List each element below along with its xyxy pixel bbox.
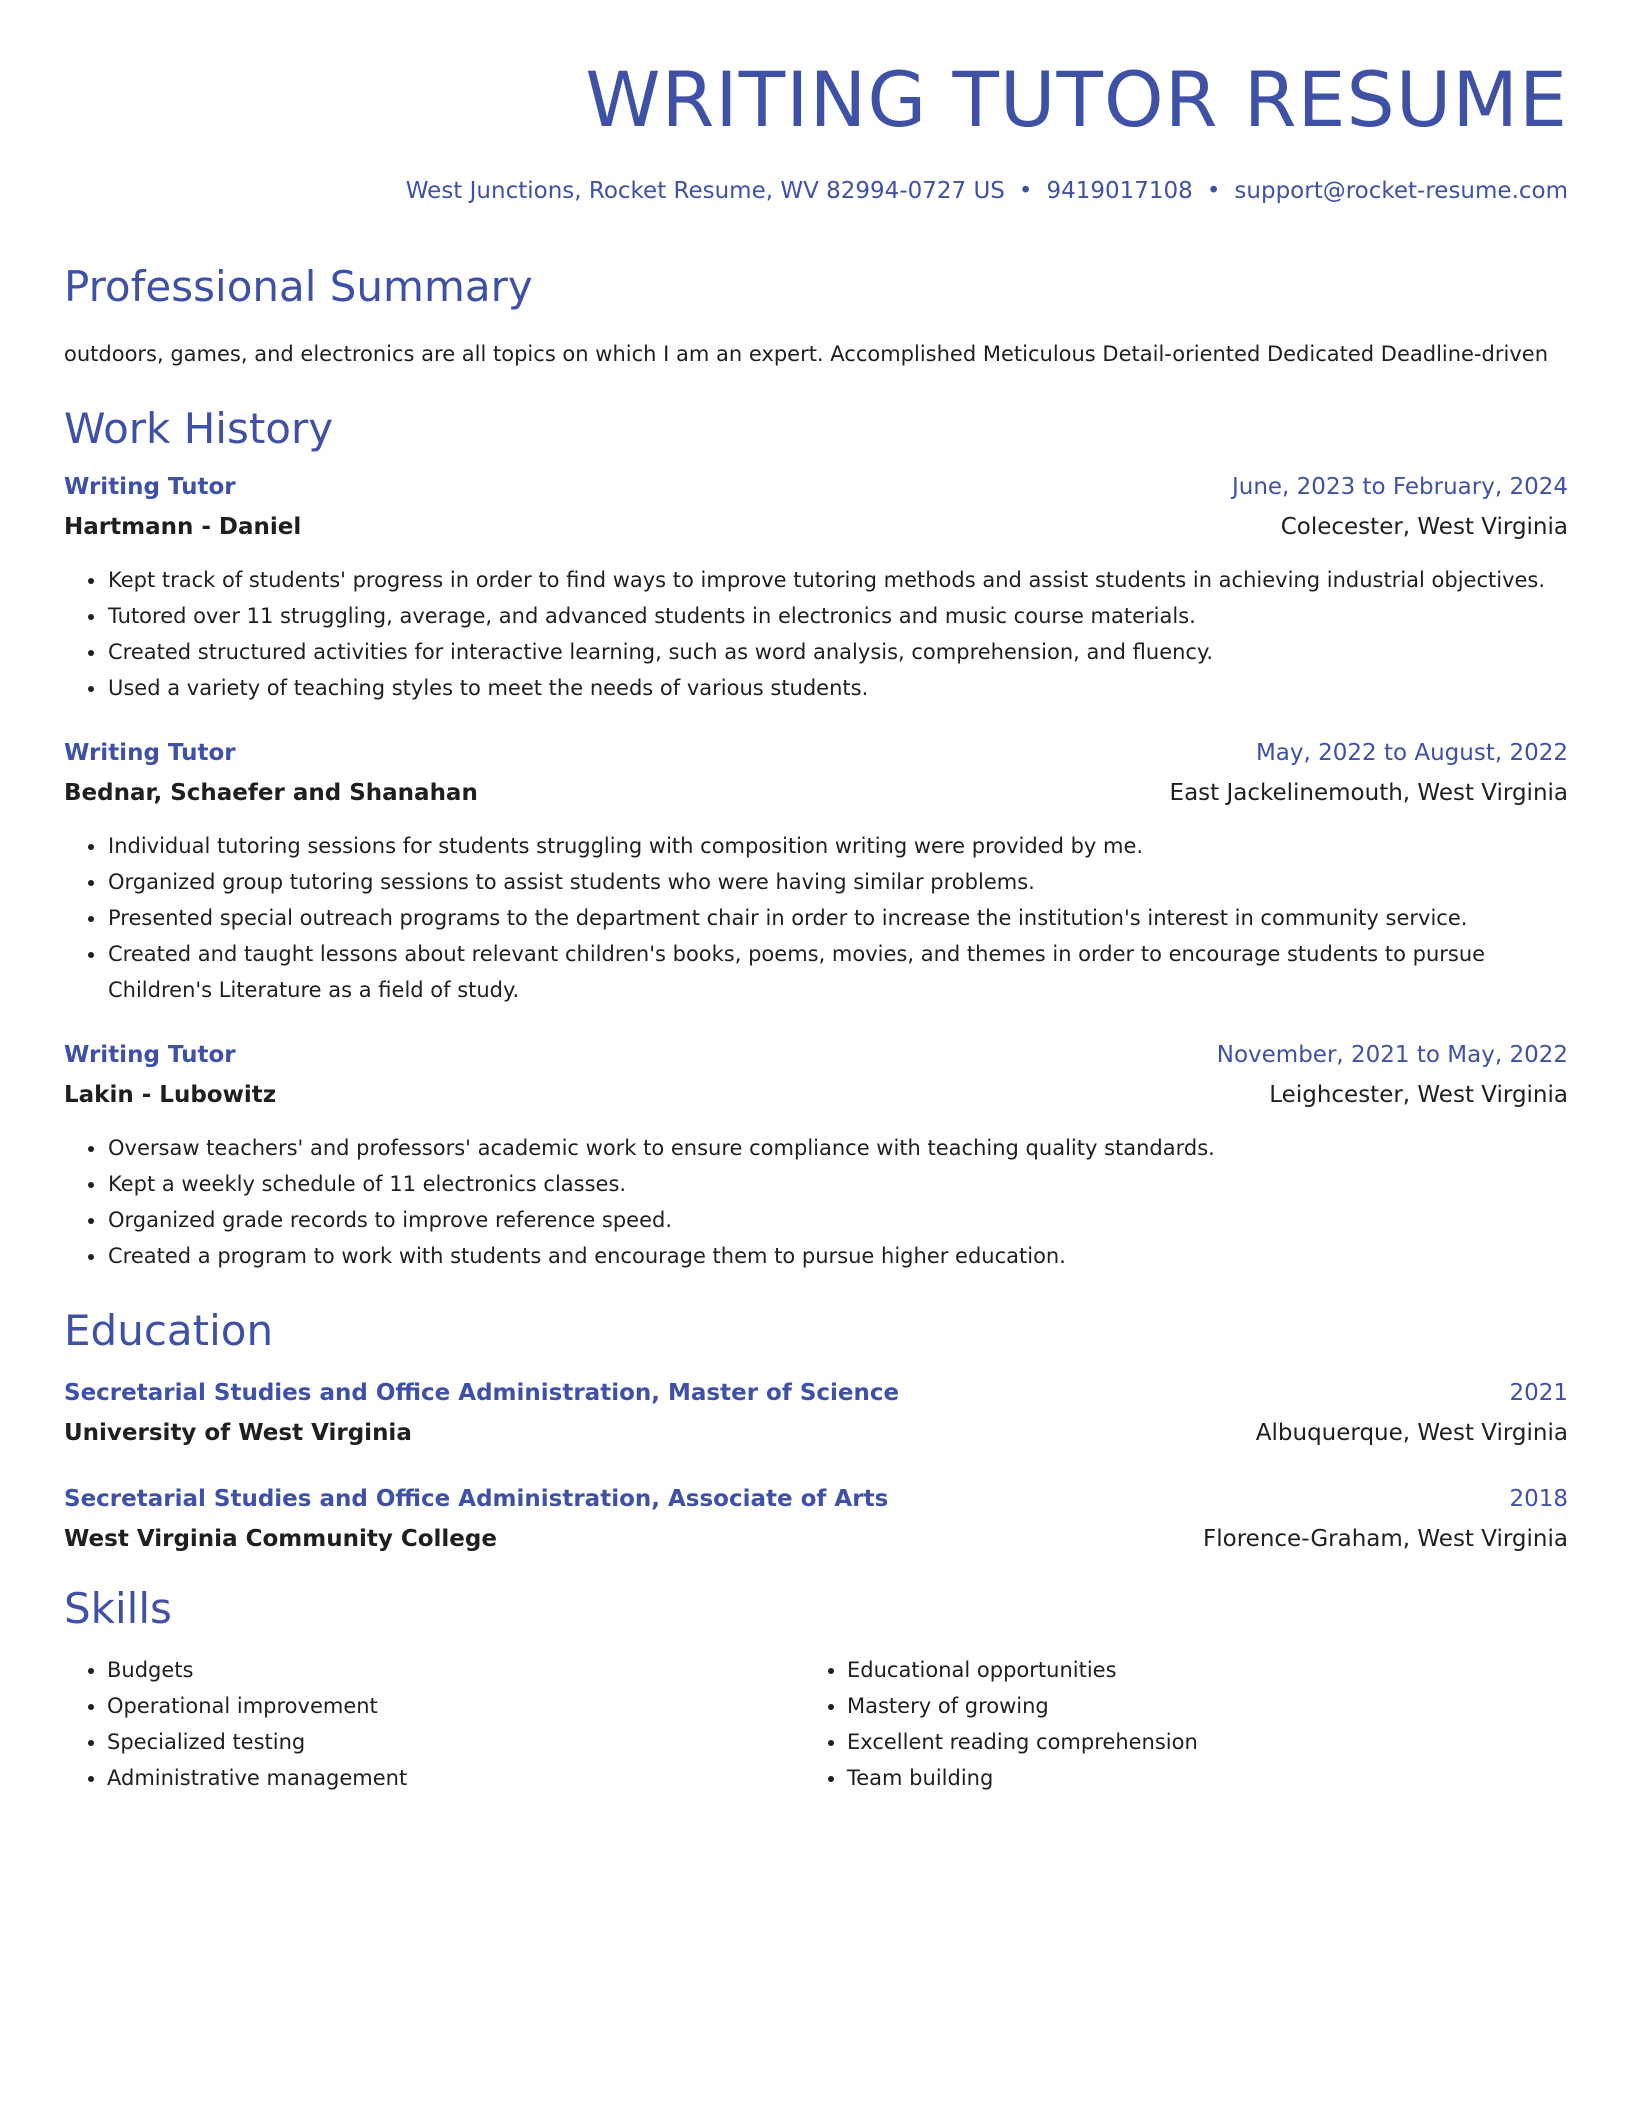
job-title: Writing Tutor — [64, 740, 236, 766]
contact-address: West Junctions, Rocket Resume, WV 82994-0727 US — [405, 178, 1005, 204]
job-bullet: • Kept track of students' progress in order to find ways to improve tutoring methods and assist students in achieving industrial objectives. — [107, 562, 1568, 598]
job-bullet: • Created and taught lessons about relevant children's books, poems, movies, and themes in order to encourage students to pursue Children's Literature as a field of study. — [107, 936, 1568, 1008]
contact-phone: 9419017108 — [1046, 178, 1193, 204]
education-school: University of West Virginia — [64, 1420, 412, 1446]
contact-separator: • — [1206, 178, 1221, 204]
contact-separator: • — [1018, 178, 1033, 204]
job-company: Bednar, Schaefer and Shanahan — [64, 780, 478, 806]
skill-item: • Specialized testing — [107, 1724, 804, 1760]
contact-line — [64, 178, 1568, 204]
skill-item: • Excellent reading comprehension — [847, 1724, 1544, 1760]
skills-column-right — [804, 1652, 1544, 1796]
job-title: Writing Tutor — [64, 474, 236, 500]
job-bullet: • Created structured activities for interactive learning, such as word analysis, comprehension, and fluency. — [107, 634, 1568, 670]
education-year: 2021 — [1509, 1380, 1568, 1406]
education-location: Albuquerque, West Virginia — [1255, 1420, 1568, 1446]
contact-email: support@rocket-resume.com — [1234, 178, 1568, 204]
resume-title: WRITING TUTOR RESUME — [585, 55, 1568, 144]
job-bullets — [64, 1130, 1568, 1274]
skills-column-left — [64, 1652, 804, 1796]
job-bullet: • Individual tutoring sessions for students struggling with composition writing were provided by me. — [107, 828, 1568, 864]
job-bullet: • Tutored over 11 struggling, average, and advanced students in electronics and music course materials. — [107, 598, 1568, 634]
education-entry — [64, 1380, 1568, 1446]
job-location: East Jackelinemouth, West Virginia — [1169, 780, 1568, 806]
job-bullet: • Organized group tutoring sessions to assist students who were having similar problems. — [107, 864, 1568, 900]
skill-item: • Educational opportunities — [847, 1652, 1544, 1688]
education-year: 2018 — [1509, 1486, 1568, 1512]
summary-text: outdoors, games, and electronics are all topics on which I am an expert. Accomplished Meticulous Detail-oriented Dedicated Deadline-driven — [64, 342, 1549, 366]
job-bullet: • Presented special outreach programs to the department chair in order to increase the institution's interest in community service. — [107, 900, 1568, 936]
skill-item: • Administrative management — [107, 1760, 804, 1796]
education-degree: Secretarial Studies and Office Administration, Associate of Arts — [64, 1486, 889, 1512]
summary-heading: Professional Summary — [64, 262, 533, 311]
education-degree: Secretarial Studies and Office Administration, Master of Science — [64, 1380, 900, 1406]
work-history-heading: Work History — [64, 404, 334, 453]
job-bullet: • Created a program to work with students and encourage them to pursue higher education. — [107, 1238, 1568, 1274]
education-heading: Education — [64, 1306, 274, 1355]
job-dates: June, 2023 to February, 2024 — [1231, 474, 1568, 500]
skill-item: • Operational improvement — [107, 1688, 804, 1724]
education-school: West Virginia Community College — [64, 1526, 497, 1552]
job-bullets — [64, 828, 1568, 1008]
skills-heading: Skills — [64, 1584, 172, 1633]
job-bullet: • Used a variety of teaching styles to meet the needs of various students. — [107, 670, 1568, 706]
skill-item: • Mastery of growing — [847, 1688, 1544, 1724]
skills-grid — [64, 1652, 1568, 1796]
job-company: Lakin - Lubowitz — [64, 1082, 277, 1108]
job-bullet: • Kept a weekly schedule of 11 electronics classes. — [107, 1166, 1568, 1202]
job-bullets — [64, 562, 1568, 706]
skill-item: • Team building — [847, 1760, 1544, 1796]
job-company: Hartmann - Daniel — [64, 514, 302, 540]
job-title: Writing Tutor — [64, 1042, 236, 1068]
job-bullet: • Organized grade records to improve reference speed. — [107, 1202, 1568, 1238]
education-location: Florence-Graham, West Virginia — [1203, 1526, 1568, 1552]
job-entry — [64, 474, 1568, 706]
job-entry — [64, 1042, 1568, 1274]
job-location: Leighcester, West Virginia — [1269, 1082, 1568, 1108]
job-location: Colecester, West Virginia — [1280, 514, 1568, 540]
education-entry — [64, 1486, 1568, 1552]
skill-item: • Budgets — [107, 1652, 804, 1688]
job-bullet: • Oversaw teachers' and professors' academic work to ensure compliance with teaching quality standards. — [107, 1130, 1568, 1166]
job-entry — [64, 740, 1568, 1008]
job-dates: May, 2022 to August, 2022 — [1255, 740, 1568, 766]
job-dates: November, 2021 to May, 2022 — [1216, 1042, 1568, 1068]
